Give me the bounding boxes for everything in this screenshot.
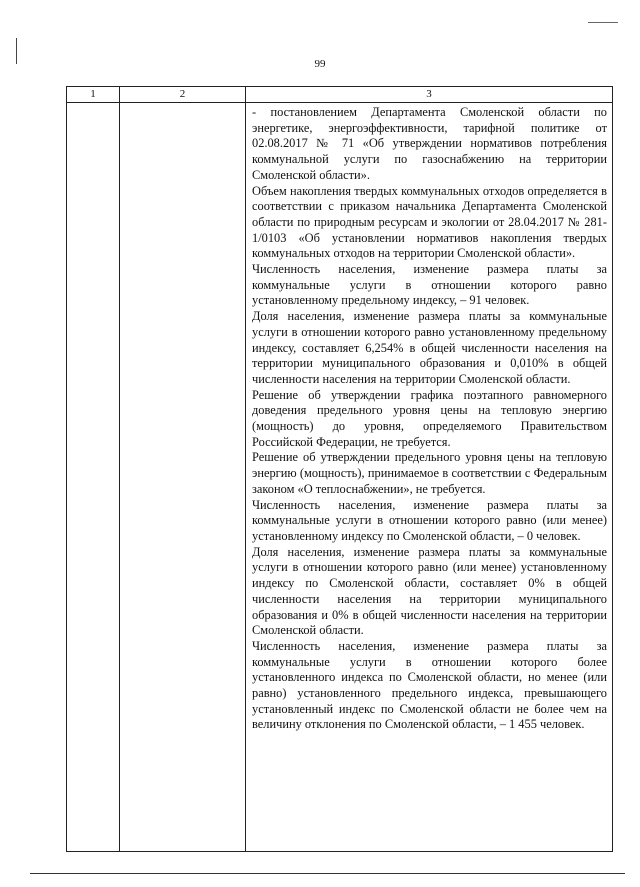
column-header-1: 1 bbox=[67, 87, 120, 103]
column-header-3: 3 bbox=[246, 87, 613, 103]
paragraph-population-above-index: Численность населения, изменение размера платы за коммунальные услуги в отношении которого более установленного индекса по Смоленской области, но менее (или равно) установленного предельного индекса, превышающего установленный индекс по Смоленской области не более чем на величину отклонения по Смоленской области, – 1 455 человек. bbox=[252, 638, 607, 732]
paragraph-heat-price-limit: Решение об утверждении предельного уровня цены на тепловую энергию (мощность), принимаемое в соответствии с Федеральным законом «О теплоснабжении», не требуется. bbox=[252, 450, 607, 496]
cell-column-1 bbox=[67, 103, 120, 852]
scan-corner-mark bbox=[588, 22, 618, 23]
page-number: 99 bbox=[314, 58, 326, 70]
paragraph-resolution-gas: - постановлением Департамента Смоленской области по энергетике, энергоэффективности, тарифной политике от 02.08.2017 № 71 «Об утверждении нормативов потребления коммунальной услуги по газоснабжению на территории Смоленской области». bbox=[252, 105, 607, 182]
table-row bbox=[67, 103, 613, 852]
cell-column-3 bbox=[246, 103, 613, 852]
paragraph-waste-volume: Объем накопления твердых коммунальных отходов определяется в соответствии с приказом начальника Департамента Смоленской области по природным ресурсам и экологии от 28.04.2017 № 281-1/0103 «Об установлении нормативов накопления твердых коммунальных отходов на территории Смоленской области». bbox=[252, 183, 607, 261]
table-header-row bbox=[67, 87, 613, 103]
column-header-2: 2 bbox=[120, 87, 246, 103]
page-bottom-rule bbox=[30, 873, 625, 874]
paragraph-share-equal-limit: Доля населения, изменение размера платы за коммунальные услуги в отношении которого равно установленному предельному индексу, составляет 6,254% в общей численности населения на территории муниципального образования и 0,010% в общей численности населения на территории Смоленской области. bbox=[252, 309, 607, 386]
paragraph-heat-price-schedule: Решение об утверждении графика поэтапного равномерного доведения предельного уровня цены на тепловую энергию (мощность) до уровня, определяемого Правительством Российской Федерации, не требуется. bbox=[252, 387, 607, 449]
cell-column-2 bbox=[120, 103, 246, 852]
paragraph-population-equal-index: Численность населения, изменение размера платы за коммунальные услуги в отношении которого равно (или менее) установленному индексу по Смоленской области, – 0 человек. bbox=[252, 497, 607, 543]
paragraph-population-equal-limit: Численность населения, изменение размера платы за коммунальные услуги в отношении которого равно установленному предельному индексу, – 91 человек. bbox=[252, 262, 607, 308]
document-table bbox=[66, 86, 613, 852]
paragraph-share-equal-index: Доля населения, изменение размера платы за коммунальные услуги в отношении которого равно (или менее) установленному индексу по Смоленской области, составляет 0% в общей численности населения на территории муниципального образования и 0% в общей численности населения на территории Смоленской области. bbox=[252, 544, 607, 638]
